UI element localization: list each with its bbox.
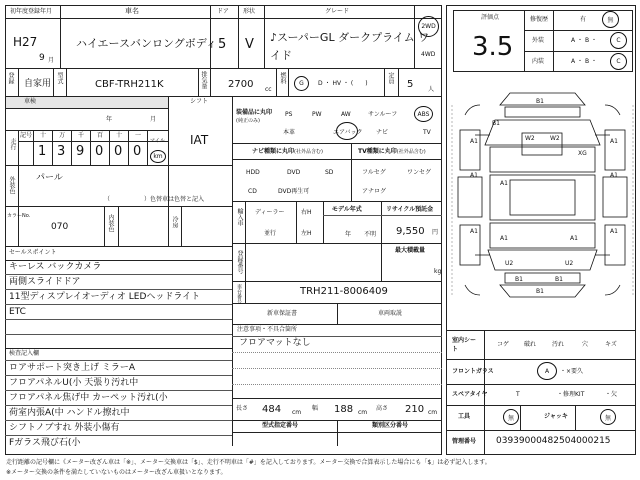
equip-abs-circle: ABS bbox=[414, 106, 433, 122]
control-no-label: 管理番号 bbox=[452, 438, 477, 445]
sales-point-2: 11型ディスプレイオーディオ LEDヘッドライト bbox=[9, 292, 201, 302]
diag-label-a1-f: A1 bbox=[470, 228, 478, 235]
shape-label: 形状 bbox=[243, 8, 256, 15]
height-unit: cm bbox=[428, 409, 438, 416]
first-reg-year: H27 bbox=[13, 35, 38, 49]
inspection-label: 車検 bbox=[24, 98, 37, 105]
score-label: 評価点 bbox=[481, 14, 500, 21]
front-glass-repair: ・×要久 bbox=[560, 368, 584, 375]
interior-color-label: 内装色 bbox=[107, 214, 114, 232]
category-label: 類別区分番号 bbox=[372, 422, 409, 429]
tv-oneseg: ワンセグ bbox=[407, 169, 432, 176]
repair-yes: 有 bbox=[580, 16, 587, 23]
diag-label-a1-d: A1 bbox=[610, 172, 618, 179]
fuel-label: 燃料 bbox=[279, 72, 286, 84]
doors-label: ドア bbox=[217, 8, 229, 15]
first-reg-month-unit: 月 bbox=[48, 57, 55, 64]
new-car-warranty: 新車保証書 bbox=[267, 310, 298, 317]
sales-point-1: 両側スライドドア bbox=[9, 277, 81, 287]
mileage-label: 走行 bbox=[9, 138, 16, 150]
reg-no-label: 登録番号 bbox=[236, 250, 243, 274]
interior-a: A ・ B ・ bbox=[571, 58, 597, 65]
seat-burn: コゲ bbox=[497, 341, 510, 348]
jack-none-circle: 無 bbox=[600, 409, 616, 425]
chassis-value: TRH211-8006409 bbox=[300, 286, 388, 297]
equipment-subtitle: (純正のみ) bbox=[236, 118, 260, 124]
tv-fullseg: フルセグ bbox=[362, 169, 386, 176]
equip-ps: PS bbox=[285, 111, 293, 118]
diag-label-u2-b: U2 bbox=[565, 260, 574, 267]
diag-label-a1-c: A1 bbox=[470, 172, 478, 179]
notes-title: 注意事項・不具合箇所 bbox=[237, 326, 298, 333]
diag-label-b1-c: B1 bbox=[536, 288, 544, 295]
grade-value-line2: イド bbox=[270, 49, 292, 62]
digit-header-6: 一 bbox=[135, 132, 142, 139]
color-change-note: （ ）色替車は色替と記入 bbox=[104, 196, 205, 203]
width-label: 幅 bbox=[312, 405, 319, 412]
seat-stain: 汚れ bbox=[552, 341, 565, 348]
sales-point-0: キーレス バックカメラ bbox=[9, 262, 102, 272]
inspection-item-1: フロアパネルU(小 天張り汚れ中 bbox=[9, 378, 139, 388]
drive-4wd: 4WD bbox=[421, 51, 436, 58]
model-year-unknown: 不明 bbox=[364, 231, 377, 238]
capacity-unit: 人 bbox=[428, 86, 435, 93]
navi-cd: CD bbox=[248, 188, 257, 195]
import-left: 左H bbox=[301, 230, 312, 237]
fuel-d: D ・ HV ・ ( ) bbox=[318, 80, 368, 87]
digit-header-4: 百 bbox=[97, 132, 104, 139]
first-reg-month: 9 bbox=[39, 53, 45, 63]
diag-label-w2-a: W2 bbox=[525, 135, 535, 142]
year-label: 年 bbox=[106, 116, 113, 123]
color-no-label: カラーNo. bbox=[7, 213, 31, 219]
score-value: 3.5 bbox=[472, 32, 514, 62]
digit-4: 0 bbox=[114, 144, 123, 159]
interior-seat-label: 室内シート bbox=[452, 337, 477, 353]
equip-tv: TV bbox=[423, 129, 431, 136]
type-value: CBF-TRH211K bbox=[95, 79, 164, 90]
digit-header-0: 記号 bbox=[20, 132, 33, 139]
equip-airbag: エアバック bbox=[333, 129, 363, 136]
inspection-item-3: 荷室内張A(中 ハンドル擦れ中 bbox=[9, 408, 130, 418]
tools-none-circle: 無 bbox=[503, 409, 519, 425]
grade-value-line1: ♪スーパーGL ダークプライム ワ bbox=[270, 31, 430, 44]
recycle-value: 9,550 bbox=[396, 226, 425, 237]
navi-hdd: HDD bbox=[246, 169, 260, 176]
diag-label-a1-e: A1 bbox=[500, 180, 508, 187]
diag-label-u2-a: U2 bbox=[505, 260, 514, 267]
width-value: 188 bbox=[334, 404, 354, 415]
max-load-unit: kg bbox=[434, 268, 442, 275]
diag-label-a1-right: A1 bbox=[610, 138, 618, 145]
control-no-value: 03939000482504000215 bbox=[496, 436, 611, 446]
spare-tire-none: ・欠 bbox=[605, 391, 618, 398]
seat-scratch: キズ bbox=[605, 341, 617, 348]
displacement-label: 排気量 bbox=[200, 71, 207, 89]
digit-header-3: 千 bbox=[78, 132, 85, 139]
repair-no-circle: 無 bbox=[602, 11, 619, 28]
jack-label: ジャッキ bbox=[544, 413, 568, 420]
drive-2wd-circle: 2WD bbox=[418, 16, 439, 37]
diag-label-a1-g: A1 bbox=[610, 228, 618, 235]
import-dealer: ディーラー bbox=[255, 209, 285, 216]
spare-tire-label: スペアタイヤ bbox=[452, 391, 488, 398]
model-year-label: モデル年式 bbox=[332, 206, 362, 213]
front-glass-label: フロントガラス bbox=[452, 368, 494, 375]
spare-tire-kit: ・修理KIT bbox=[557, 391, 585, 398]
repair-label: 修復歴 bbox=[530, 16, 549, 23]
width-unit: cm bbox=[358, 409, 368, 416]
shift-label: シフト bbox=[190, 98, 209, 105]
usage-value: 自家用 bbox=[24, 79, 52, 89]
capacity-label: 定員 bbox=[387, 72, 394, 84]
length-label: 長さ bbox=[236, 405, 249, 412]
equipment-title: 装備品に丸印 bbox=[236, 109, 273, 116]
height-label: 高さ bbox=[376, 405, 389, 412]
vehicle-manual: 車両取説 bbox=[378, 310, 403, 317]
exterior-color-value: パール bbox=[36, 173, 63, 183]
digit-1: 3 bbox=[57, 144, 66, 159]
footer-line-2: ※メーター交換の条件を満たしていないものはメーター改ざん車扱いとなります。 bbox=[6, 469, 227, 476]
navi-dvd-play: DVD再生可 bbox=[278, 188, 310, 195]
grade-label: グレード bbox=[325, 8, 350, 15]
shape-value: V bbox=[245, 37, 254, 52]
cooling-label: 冷房 bbox=[171, 216, 178, 228]
unit-mile: マイル bbox=[150, 138, 165, 144]
navi-dvd: DVD bbox=[287, 169, 301, 176]
exterior-color-label: 外装色 bbox=[8, 176, 15, 194]
seat-tear: 破れ bbox=[524, 341, 537, 348]
diag-label-a1-i: A1 bbox=[570, 235, 578, 242]
recycle-label: リサイクル預託金 bbox=[386, 206, 434, 213]
navi-title: ナビ種類に丸印(社外品含む) bbox=[252, 148, 323, 155]
sales-points-title: セールスポイント bbox=[9, 249, 57, 256]
exterior-a: A ・ B ・ bbox=[571, 37, 597, 44]
equip-navi: ナビ bbox=[376, 129, 389, 136]
month-label: 月 bbox=[150, 116, 157, 123]
digit-5: 0 bbox=[133, 144, 142, 159]
import-right: 右H bbox=[301, 209, 312, 216]
interior-label: 内装 bbox=[532, 58, 545, 65]
seat-hole: 穴 bbox=[582, 341, 589, 348]
inspection-item-5: Fガラス飛び石(小 bbox=[9, 438, 81, 448]
tv-analog: アナログ bbox=[362, 188, 387, 195]
chassis-label: 車台番号 bbox=[236, 284, 242, 304]
diag-label-b1-left: B1 bbox=[492, 120, 500, 127]
tv-title: TV種類に丸印(社外品含む) bbox=[358, 148, 426, 155]
digit-header-5: 十 bbox=[116, 132, 123, 139]
length-unit: cm bbox=[292, 409, 302, 416]
length-value: 484 bbox=[262, 404, 282, 415]
doors-value: 5 bbox=[218, 37, 227, 52]
front-glass-a-circle: A bbox=[537, 362, 557, 380]
equip-aw: AW bbox=[341, 111, 351, 118]
equip-sunroof: サンルーフ bbox=[368, 111, 398, 118]
max-load-label: 最大積載量 bbox=[395, 247, 426, 254]
inspection-title: 検査記入欄 bbox=[9, 350, 40, 357]
recycle-unit: 円 bbox=[432, 229, 439, 236]
diag-label-b1-top: B1 bbox=[536, 98, 544, 105]
import-parallel: 並行 bbox=[264, 230, 277, 237]
digit-0: 1 bbox=[38, 144, 47, 159]
footer-line-1: 走行距離の記号欄に《メーター改ざん車は「※」、メーター交換車は「$」、走行不明車は「#」を記入しております。メーター交換で合算表示した場合にも「$」は必ず記入します。 bbox=[6, 459, 491, 466]
digit-3: 0 bbox=[95, 144, 104, 159]
digit-2: 9 bbox=[76, 144, 85, 159]
exterior-c-circle: C bbox=[610, 32, 627, 49]
model-label: 車名 bbox=[125, 7, 139, 15]
diag-label-a1-h: A1 bbox=[500, 235, 508, 242]
inspection-item-2: フロアパネル焦げ中 カーペット汚れ(小 bbox=[9, 393, 168, 403]
inspection-item-0: ロアサポート突き上げ ミラーA bbox=[9, 363, 136, 373]
displacement-value: 2700 bbox=[228, 79, 254, 90]
unit-km-circle: km bbox=[150, 150, 166, 163]
vehicle-damage-diagram bbox=[450, 85, 635, 325]
digit-header-2: 万 bbox=[59, 132, 66, 139]
equip-leather: 本革 bbox=[283, 129, 296, 136]
diag-label-xg: XG bbox=[578, 150, 587, 157]
height-value: 210 bbox=[405, 404, 425, 415]
shift-value: IAT bbox=[190, 133, 209, 147]
inspection-item-4: シフトノブすれ 外装小傷有 bbox=[9, 423, 120, 433]
import-label: 輸入車 bbox=[236, 208, 243, 226]
diag-label-b1-b: B1 bbox=[555, 276, 563, 283]
note-0: フロアマットなし bbox=[239, 338, 311, 348]
interior-c-circle: C bbox=[610, 53, 627, 70]
digit-header-1: 十 bbox=[40, 132, 47, 139]
usage-label: 登録 bbox=[7, 72, 14, 84]
displacement-unit: cc bbox=[265, 86, 272, 93]
tools-label: 工具 bbox=[458, 413, 471, 420]
sales-point-3: ETC bbox=[9, 307, 26, 317]
navi-sd: SD bbox=[325, 169, 334, 176]
spare-tire-t: T bbox=[516, 391, 520, 398]
diag-label-a1-left: A1 bbox=[470, 138, 478, 145]
model-value: ハイエースバンロングボディ bbox=[76, 37, 217, 50]
diag-label-b1-a: B1 bbox=[515, 276, 523, 283]
equip-pw: PW bbox=[312, 111, 322, 118]
type-label: 型式 bbox=[56, 72, 63, 84]
exterior-label: 外装 bbox=[532, 37, 545, 44]
fuel-g-circle: G bbox=[294, 76, 309, 91]
type-designation-label: 型式指定番号 bbox=[262, 422, 299, 429]
model-year-year: 年 bbox=[345, 231, 352, 238]
color-no-value: 070 bbox=[51, 222, 69, 232]
capacity-value: 5 bbox=[407, 79, 414, 90]
first-reg-label: 初年度登録年月 bbox=[10, 8, 53, 15]
diag-label-w2-b: W2 bbox=[550, 135, 560, 142]
